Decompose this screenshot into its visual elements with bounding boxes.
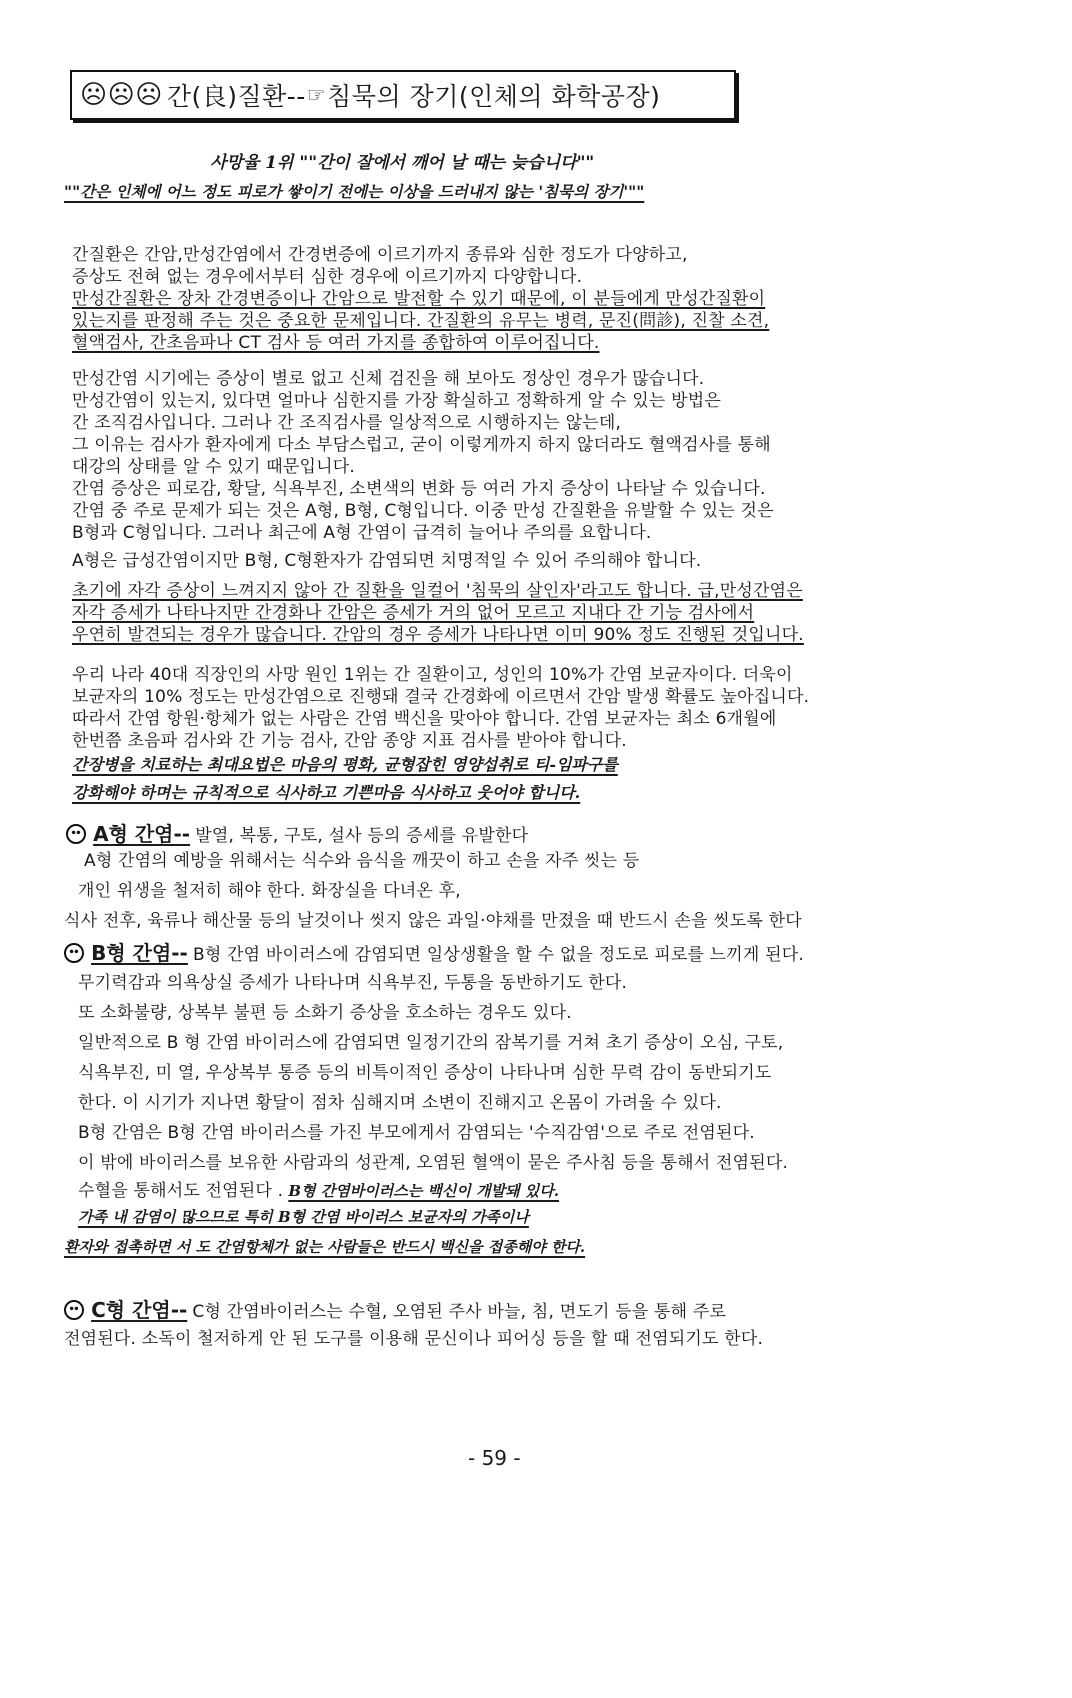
- para5-line: 한번쯤 초음파 검사와 간 기능 검사, 간암 종양 지표 검사를 받아야 합니다.: [72, 731, 627, 751]
- smiley-face-icon: [64, 943, 84, 963]
- subtitle-line1: 사망율 1위 ""간이 잘에서 깨어 날 때는 늦습니다"": [210, 153, 595, 173]
- para5-handwritten: 강화해야 하며는 규칙적으로 식사하고 기쁜마음 식사하고 웃어야 합니다.: [72, 783, 581, 802]
- section-b-title: B형 간염--: [91, 941, 188, 965]
- para5-handwritten: 간장병을 치료하는 최대요법은 마음의 평화, 균형잡힌 영양섭취로 티-임파구를: [72, 755, 618, 774]
- para2-line: B형과 C형입니다. 그러나 최근에 A형 간염이 급격히 늘어나 주의를 요합니다.: [72, 523, 652, 543]
- para2-line: 간 조직검사입니다. 그러나 간 조직검사를 일상적으로 시행하지는 않는데,: [72, 413, 622, 433]
- para1-line: 혈액검사, 간초음파나 CT 검사 등 여러 가지를 종합하여 이루어집니다.: [72, 333, 600, 353]
- section-b-line: 한다. 이 시기가 지나면 황달이 점차 심해지며 소변이 진해지고 온몸이 가려울 수 있다.: [78, 1093, 722, 1113]
- section-b-line: 식욕부진, 미 열, 우상복부 통증 등의 비특이적인 증상이 나타나며 심한 무력 감이 동반되기도: [78, 1063, 772, 1083]
- pointing-hand-icon: ☞: [306, 83, 327, 107]
- section-b-line: 무기력감과 의욕상실 증세가 나타나며 식욕부진, 두통을 동반하기도 한다.: [78, 973, 628, 993]
- section-b-line: B형 간염은 B형 간염 바이러스를 가진 부모에게서 감염되는 '수직감염'으로 주로 전염된다.: [78, 1123, 755, 1143]
- para1-line: 간질환은 간암,만성간염에서 간경변증에 이르기까지 종류와 심한 정도가 다양하고,: [72, 245, 688, 265]
- para5-line: 따라서 간염 항원·항체가 없는 사람은 간염 백신을 맞아야 합니다. 간염 보균자는 최소 6개월에: [72, 709, 777, 729]
- section-b-handwritten: B형 간염바이러스는 백신이 개발돼 있다.: [288, 1182, 559, 1200]
- para1-line: 증상도 전혀 없는 경우에서부터 심한 경우에 이르기까지 다양합니다.: [72, 267, 583, 287]
- subtitle-line2: ""간은 인체에 어느 정도 피로가 쌓이기 전에는 이상을 드러내지 않는 '침묵의 장기'"": [64, 182, 645, 201]
- para4-line: 우연히 발견되는 경우가 많습니다. 간암의 경우 증세가 나타나면 이미 90% 정도 진행된 것입니다.: [72, 625, 804, 645]
- section-b-last-line: [78, 1176, 559, 1201]
- para5-line: 보균자의 10% 정도는 만성간염으로 진행돼 결국 간경화에 이르면서 간암 발생 확률도 높아집니다.: [72, 687, 810, 707]
- para4-line: 자각 증세가 나타나지만 간경화나 간암은 증세가 거의 없어 모르고 지내다 간 기능 검사에서: [72, 603, 755, 623]
- section-b-desc: B형 간염 바이러스에 감염되면 일상생활을 할 수 없을 정도로 피로를 느끼게 된다.: [192, 945, 804, 965]
- section-c-desc: C형 간염바이러스는 수혈, 오염된 주사 바늘, 침, 면도기 등을 통해 주로: [192, 1302, 727, 1322]
- section-b-last-print: 수혈을 통해서도 전염된다 .: [78, 1181, 284, 1201]
- para5-line: 우리 나라 40대 직장인의 사망 원인 1위는 간 질환이고, 성인의 10%가 간염 보균자이다. 더욱이: [72, 665, 793, 685]
- para4-line: 초기에 자각 증상이 느껴지지 않아 간 질환을 일컬어 '침묵의 살인자'라고도 합니다. 급,만성간염은: [72, 581, 803, 601]
- section-c-heading: [64, 1294, 726, 1323]
- title-sub: 침묵의 장기(인체의 화학공장): [327, 82, 661, 111]
- title-main: 간(良)질환--: [166, 82, 306, 111]
- section-b-line: 일반적으로 B 형 간염 바이러스에 감염되면 일정기간의 잠복기를 거쳐 초기 증상이 오심, 구토,: [78, 1033, 784, 1053]
- section-b-line: 또 소화불량, 상복부 불편 등 소화기 증상을 호소하는 경우도 있다.: [78, 1003, 572, 1023]
- para2-line: 간염 중 주로 문제가 되는 것은 A형, B형, C형입니다. 이중 만성 간질환을 유발할 수 있는 것은: [72, 501, 774, 521]
- para2-line: 그 이유는 검사가 환자에게 다소 부담스럽고, 굳이 이렇게까지 하지 않더라도 혈액검사를 통해: [72, 435, 771, 455]
- smiley-face-icon: [64, 1300, 84, 1320]
- para1-line: 만성간질환은 장차 간경변증이나 간암으로 발전할 수 있기 때문에, 이 분들에게 만성간질환이: [72, 289, 766, 309]
- section-b-heading: [64, 937, 804, 966]
- title-box: [70, 70, 736, 120]
- para3: A형은 급성간염이지만 B형, C형환자가 감염되면 치명적일 수 있어 주의해야 합니다.: [72, 551, 702, 571]
- section-b-line: 이 밖에 바이러스를 보유한 사람과의 성관계, 오염된 혈액이 묻은 주사침 등을 통해서 전염된다.: [78, 1153, 789, 1173]
- sad-face-icon: ☹☹☹: [80, 80, 163, 110]
- para2-line: 대강의 상태를 알 수 있기 때문입니다.: [72, 457, 355, 477]
- section-a-title: A형 간염--: [93, 822, 191, 846]
- para1-line: 있는지를 판정해 주는 것은 중요한 문제입니다. 간질환의 유무는 병력, 문진(問診), 진찰 소견,: [72, 311, 770, 331]
- para2-line: 만성간염이 있는지, 있다면 얼마나 심한지를 가장 확실하고 정확하게 알 수 있는 방법은: [72, 391, 722, 411]
- section-a-heading: [66, 818, 528, 847]
- section-b-handwritten: 가족 내 감염이 많으므로 특히 B형 간염 바이러스 보균자의 가족이나: [78, 1208, 529, 1226]
- section-c-title: C형 간염--: [91, 1298, 188, 1322]
- section-a-line: 개인 위생을 철저히 해야 한다. 화장실을 다녀온 후,: [78, 881, 461, 901]
- para2-line: 만성간염 시기에는 증상이 별로 없고 신체 검진을 해 보아도 정상인 경우가 많습니다.: [72, 369, 705, 389]
- section-a-line: A형 간염의 예방을 위해서는 식수와 음식을 깨끗이 하고 손을 자주 씻는 등: [84, 851, 640, 871]
- section-b-handwritten: 환자와 접촉하면 서 도 간염항체가 없는 사람들은 반드시 백신을 접종해야 한다.: [64, 1238, 586, 1256]
- section-c-line: 전염된다. 소독이 철저하게 안 된 도구를 이용해 문신이나 피어싱 등을 할 때 전염되기도 한다.: [64, 1329, 764, 1349]
- smiley-face-icon: [66, 824, 86, 844]
- section-a-desc: 발열, 복통, 구토, 설사 등의 증세를 유발한다: [195, 826, 529, 846]
- para2-line: 간염 증상은 피로감, 황달, 식욕부진, 소변색의 변화 등 여러 가지 증상이 나타날 수 있습니다.: [72, 479, 766, 499]
- page-number: - 59 -: [468, 1446, 521, 1470]
- section-a-line: 식사 전후, 육류나 해산물 등의 날것이나 씻지 않은 과일·야채를 만졌을 때 반드시 손을 씻도록 한다: [64, 911, 802, 931]
